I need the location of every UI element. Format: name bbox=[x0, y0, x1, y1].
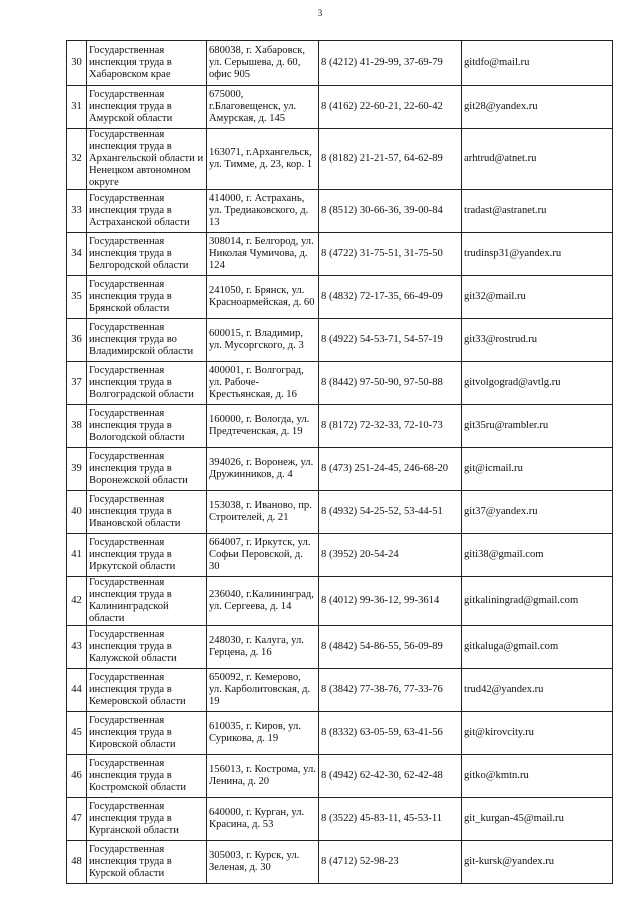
email: gitko@kmtn.ru bbox=[462, 755, 613, 798]
address: 400001, г. Волгоград, ул. Рабоче-Крестьянская, д. 16 bbox=[207, 362, 319, 405]
row-number: 30 bbox=[67, 41, 87, 86]
phone: 8 (4162) 22-60-21, 22-60-42 bbox=[319, 86, 462, 129]
table-row bbox=[67, 712, 613, 755]
address: 305003, г. Курск, ул. Зеленая, д. 30 bbox=[207, 841, 319, 884]
org-name: Государственная инспекция труда в Костромской области bbox=[87, 755, 207, 798]
org-name: Государственная инспекция труда в Амурской области bbox=[87, 86, 207, 129]
address: 680038, г. Хабаровск, ул. Серышева, д. 60, офис 905 bbox=[207, 41, 319, 86]
row-number: 33 bbox=[67, 190, 87, 233]
table-row bbox=[67, 448, 613, 491]
email: git28@yandex.ru bbox=[462, 86, 613, 129]
address: 236040, г.Калининград, ул. Сергеева, д. 14 bbox=[207, 577, 319, 626]
row-number: 44 bbox=[67, 669, 87, 712]
row-number: 39 bbox=[67, 448, 87, 491]
org-name: Государственная инспекция труда в Волгоградской области bbox=[87, 362, 207, 405]
row-number: 37 bbox=[67, 362, 87, 405]
address: 640000, г. Курган, ул. Красина, д. 53 bbox=[207, 798, 319, 841]
org-name: Государственная инспекция труда в Курской области bbox=[87, 841, 207, 884]
phone: 8 (473) 251-24-45, 246-68-20 bbox=[319, 448, 462, 491]
email: git@icmail.ru bbox=[462, 448, 613, 491]
table-row bbox=[67, 41, 613, 86]
table-row bbox=[67, 534, 613, 577]
row-number: 35 bbox=[67, 276, 87, 319]
row-number: 38 bbox=[67, 405, 87, 448]
email: tradast@astranet.ru bbox=[462, 190, 613, 233]
email: git33@rostrud.ru bbox=[462, 319, 613, 362]
email: arhtrud@atnet.ru bbox=[462, 129, 613, 190]
email: trud42@yandex.ru bbox=[462, 669, 613, 712]
table-row bbox=[67, 798, 613, 841]
address: 241050, г. Брянск, ул. Красноармейская, д. 60 bbox=[207, 276, 319, 319]
org-name: Государственная инспекция труда в Воронежской области bbox=[87, 448, 207, 491]
table-row bbox=[67, 626, 613, 669]
org-name: Государственная инспекция труда в Курганской области bbox=[87, 798, 207, 841]
phone: 8 (8172) 72-32-33, 72-10-73 bbox=[319, 405, 462, 448]
row-number: 41 bbox=[67, 534, 87, 577]
org-name: Государственная инспекция труда в Кировской области bbox=[87, 712, 207, 755]
phone: 8 (8442) 97-50-90, 97-50-88 bbox=[319, 362, 462, 405]
table-row bbox=[67, 319, 613, 362]
row-number: 36 bbox=[67, 319, 87, 362]
email: giti38@gmail.com bbox=[462, 534, 613, 577]
table-row bbox=[67, 86, 613, 129]
org-name: Государственная инспекция труда в Хабаровском крае bbox=[87, 41, 207, 86]
org-name: Государственная инспекция труда в Ивановской области bbox=[87, 491, 207, 534]
row-number: 34 bbox=[67, 233, 87, 276]
phone: 8 (4212) 41-29-99, 37-69-79 bbox=[319, 41, 462, 86]
email: git32@mail.ru bbox=[462, 276, 613, 319]
phone: 8 (4922) 54-53-71, 54-57-19 bbox=[319, 319, 462, 362]
org-name: Государственная инспекция труда в Иркутской области bbox=[87, 534, 207, 577]
phone: 8 (8512) 30-66-36, 39-00-84 bbox=[319, 190, 462, 233]
phone: 8 (4832) 72-17-35, 66-49-09 bbox=[319, 276, 462, 319]
address: 664007, г. Иркутск, ул. Софьи Перовской, д. 30 bbox=[207, 534, 319, 577]
address: 160000, г. Вологда, ул. Предтеченская, д. 19 bbox=[207, 405, 319, 448]
address: 394026, г. Воронеж, ул. Дружинников, д. 4 bbox=[207, 448, 319, 491]
phone: 8 (4712) 52-98-23 bbox=[319, 841, 462, 884]
org-name: Государственная инспекция труда в Вологодской области bbox=[87, 405, 207, 448]
table-row bbox=[67, 276, 613, 319]
email: gitkaluga@gmail.com bbox=[462, 626, 613, 669]
phone: 8 (3842) 77-38-76, 77-33-76 bbox=[319, 669, 462, 712]
table-row bbox=[67, 190, 613, 233]
phone: 8 (4012) 99-36-12, 99-3614 bbox=[319, 577, 462, 626]
row-number: 48 bbox=[67, 841, 87, 884]
row-number: 40 bbox=[67, 491, 87, 534]
phone: 8 (8182) 21-21-57, 64-62-89 bbox=[319, 129, 462, 190]
phone: 8 (4722) 31-75-51, 31-75-50 bbox=[319, 233, 462, 276]
org-name: Государственная инспекция труда во Владимирской области bbox=[87, 319, 207, 362]
org-name: Государственная инспекция труда в Брянской области bbox=[87, 276, 207, 319]
email: gitvolgograd@avtlg.ru bbox=[462, 362, 613, 405]
email: gitkaliningrad@gmail.com bbox=[462, 577, 613, 626]
table-row bbox=[67, 491, 613, 534]
phone: 8 (4842) 54-86-55, 56-09-89 bbox=[319, 626, 462, 669]
email: git37@yandex.ru bbox=[462, 491, 613, 534]
email: git@kirovcity.ru bbox=[462, 712, 613, 755]
row-number: 47 bbox=[67, 798, 87, 841]
phone: 8 (3952) 20-54-24 bbox=[319, 534, 462, 577]
table-row bbox=[67, 405, 613, 448]
org-name: Государственная инспекция труда в Белгородской области bbox=[87, 233, 207, 276]
org-name: Государственная инспекция труда в Калининградской области bbox=[87, 577, 207, 626]
phone: 8 (4942) 62-42-30, 62-42-48 bbox=[319, 755, 462, 798]
row-number: 45 bbox=[67, 712, 87, 755]
org-name: Государственная инспекция труда в Кемеровской области bbox=[87, 669, 207, 712]
row-number: 43 bbox=[67, 626, 87, 669]
address: 610035, г. Киров, ул. Сурикова, д. 19 bbox=[207, 712, 319, 755]
address: 414000, г. Астрахань, ул. Тредиаковского, д. 13 bbox=[207, 190, 319, 233]
page-number: 3 bbox=[317, 8, 323, 18]
row-number: 31 bbox=[67, 86, 87, 129]
table-row bbox=[67, 362, 613, 405]
row-number: 46 bbox=[67, 755, 87, 798]
table-row bbox=[67, 233, 613, 276]
table-row bbox=[67, 755, 613, 798]
address: 650092, г. Кемерово, ул. Карболитовская, д. 19 bbox=[207, 669, 319, 712]
table-row bbox=[67, 841, 613, 884]
email: git-kursk@yandex.ru bbox=[462, 841, 613, 884]
email: trudinsp31@yandex.ru bbox=[462, 233, 613, 276]
address: 248030, г. Калуга, ул. Герцена, д. 16 bbox=[207, 626, 319, 669]
phone: 8 (3522) 45-83-11, 45-53-11 bbox=[319, 798, 462, 841]
address: 156013, г. Кострома, ул. Ленина, д. 20 bbox=[207, 755, 319, 798]
inspections-table bbox=[66, 40, 613, 884]
email: git35ru@rambler.ru bbox=[462, 405, 613, 448]
email: gitdfo@mail.ru bbox=[462, 41, 613, 86]
address: 675000, г.Благовещенск, ул. Амурская, д. 145 bbox=[207, 86, 319, 129]
phone: 8 (8332) 63-05-59, 63-41-56 bbox=[319, 712, 462, 755]
address: 600015, г. Владимир, ул. Мусоргского, д. 3 bbox=[207, 319, 319, 362]
address: 163071, г.Архангельск, ул. Тимме, д. 23, кор. 1 bbox=[207, 129, 319, 190]
email: git_kurgan-45@mail.ru bbox=[462, 798, 613, 841]
row-number: 32 bbox=[67, 129, 87, 190]
row-number: 42 bbox=[67, 577, 87, 626]
org-name: Государственная инспекция труда в Калужской области bbox=[87, 626, 207, 669]
table-row bbox=[67, 577, 613, 626]
address: 308014, г. Белгород, ул. Николая Чумичова, д. 124 bbox=[207, 233, 319, 276]
address: 153038, г. Иваново, пр. Строителей, д. 21 bbox=[207, 491, 319, 534]
table-body bbox=[67, 41, 613, 884]
phone: 8 (4932) 54-25-52, 53-44-51 bbox=[319, 491, 462, 534]
table-row bbox=[67, 129, 613, 190]
org-name: Государственная инспекция труда в Астраханской области bbox=[87, 190, 207, 233]
table-row bbox=[67, 669, 613, 712]
org-name: Государственная инспекция труда в Архангельской области и Ненецком автономном округе bbox=[87, 129, 207, 190]
